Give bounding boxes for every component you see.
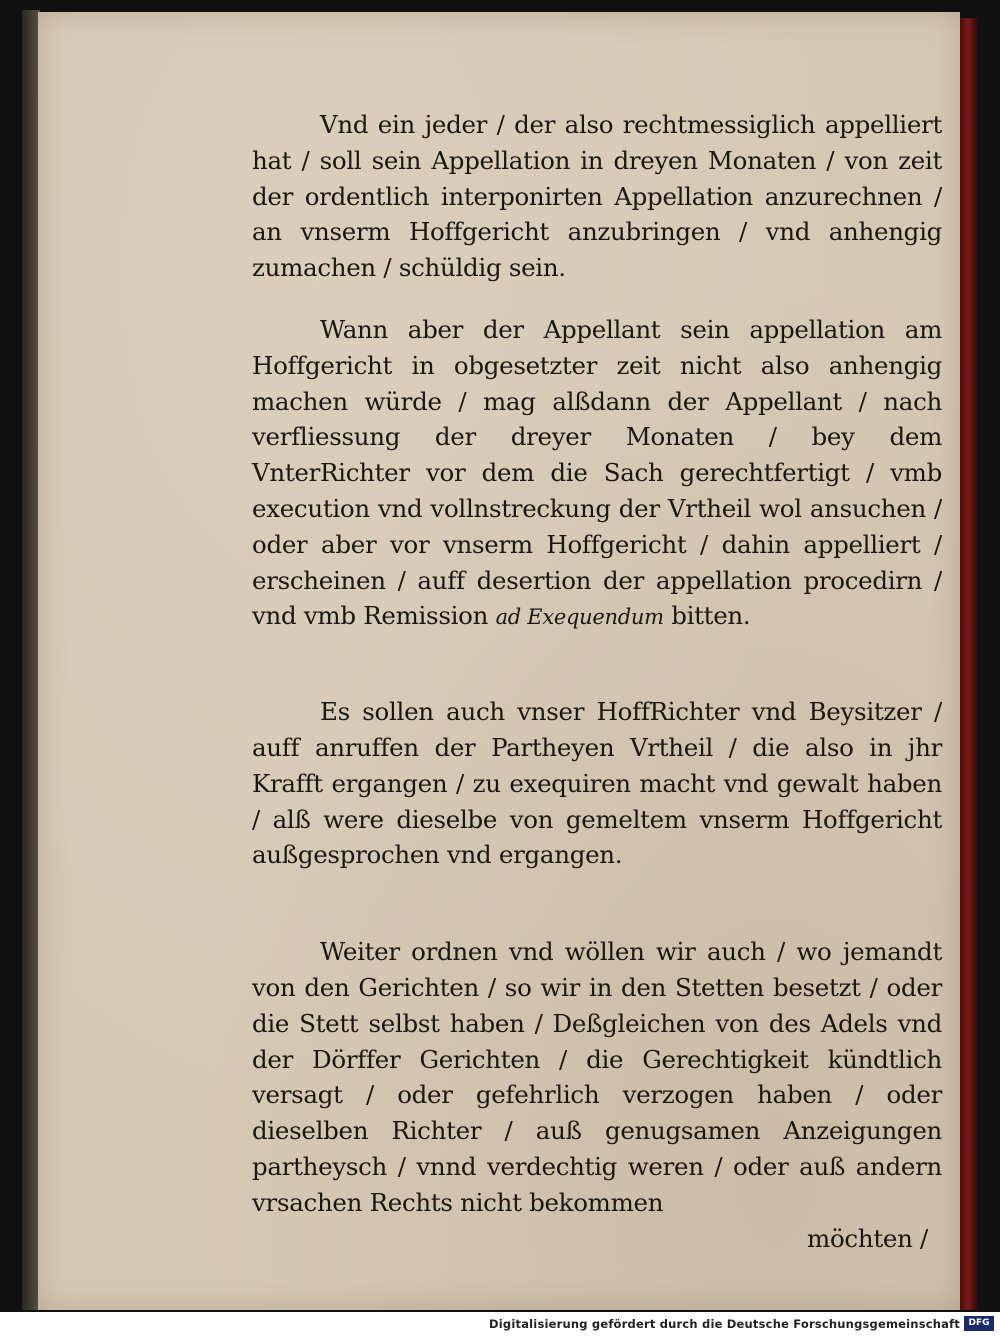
paragraph-4-text: Weiter ordnen vnd wöllen wir auch / wo jemandt von den Gerichten / so wir in den Stetten besetzt / oder die Stett selbst haben / Deßgleichen von des Adels vnd der Dörffer Gerichten / die Gerechtigkeit kündtlich versagt / oder gefehrlich verzogen haben / oder dieselben Richter / auß genugsamen Anzeigungen partheysch / vnnd verdechtig weren / oder auß andern vrsachen Rechts nicht bekommen [252, 937, 942, 1217]
paragraph-2-latin-phrase: ad Exequendum [495, 605, 664, 630]
book-edge-right [958, 18, 978, 1310]
book-page [38, 12, 960, 1310]
paragraph-2-text: Wann aber der Appellant sein appellation am Hoffgericht in obgesetzter zeit nicht also anhengig machen würde / mag alßdann der Appellant / nach verfliessung der dreyer Monaten / bey dem VnterRichter vor dem die Sach gerechtfertigt / vmb execution vnd vollnstreckung der Vrtheil wol ansuchen / oder aber vor vnserm Hoffgericht / dahin appelliert / erscheinen / auff desertion der appellation procedirn / vnd vmb Remission [252, 314, 942, 631]
paragraph-4 [252, 934, 942, 1220]
catchword: möchten / [807, 1223, 928, 1253]
footer-bar [0, 1312, 1000, 1337]
paragraph-1-text: Vnd ein jeder / der also rechtmessiglich appelliert hat / soll sein Appellation in dreyen Monaten / von zeit der ordentlich interponirten Appellation anzurechnen / an vnserm Hoffgericht anzubringen / vnd anhengig zumachen / schüldig sein. [252, 110, 942, 283]
paragraph-2-end: bitten. [671, 601, 751, 631]
paragraph-3 [252, 694, 942, 873]
paragraph-1 [252, 107, 942, 286]
paragraph-3-text: Es sollen auch vnser HoffRichter vnd Beysitzer / auff anruffen der Partheyen Vrtheil / die also in jhr Krafft ergangen / zu exequiren macht vnd gewalt haben / alß were dieselbe von gemeltem vnserm Hoffgericht außgesprochen vnd ergangen. [252, 697, 942, 870]
funding-credit: Digitalisierung gefördert durch die Deutsche Forschungsgemeinschaft [489, 1317, 960, 1331]
paragraph-2 [252, 312, 942, 636]
dfg-logo-icon: DFG [964, 1316, 994, 1331]
page-text-block [252, 107, 942, 1256]
